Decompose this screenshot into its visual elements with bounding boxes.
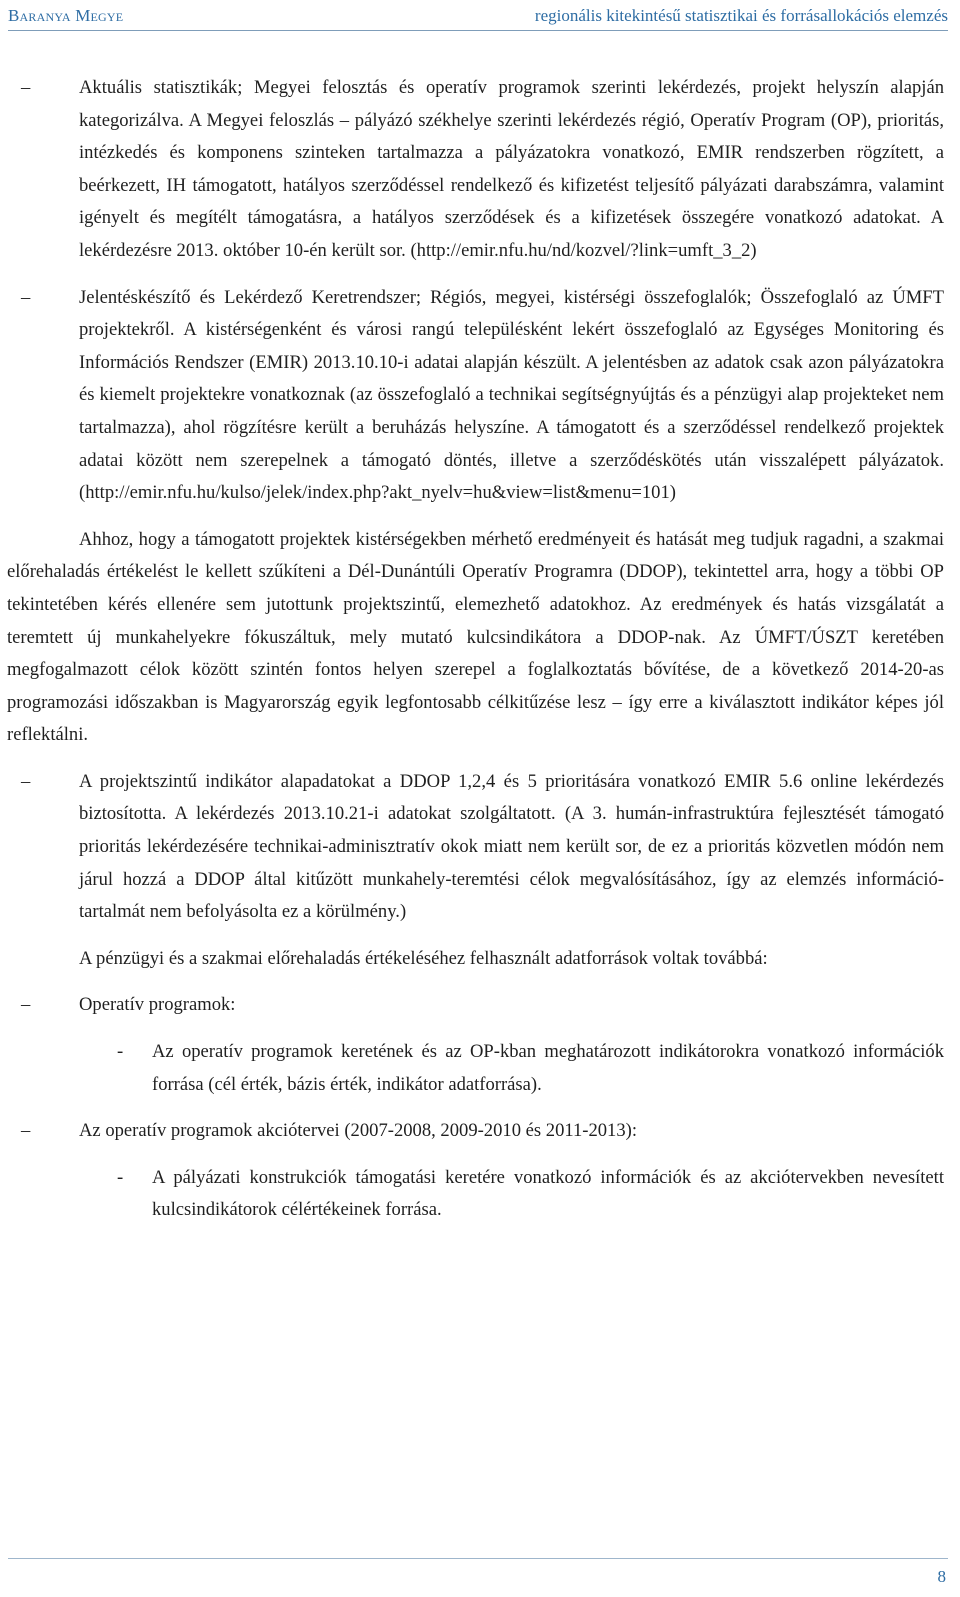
list-item xyxy=(7,72,944,268)
hyphen-marker: - xyxy=(117,1041,124,1063)
body-paragraph: Ahhoz, hogy a támogatott projektek kistérségekben mérhető eredményeit és hatását meg tudjuk ragadni, a szakmai előrehaladás értékelést le kellett szűkíteni a Dél-Dunántúli Operatív Programra (DDOP), tekintettel arra, hogy a többi OP tekintetében kérés ellenére sem jutottunk projektszintű, elemezhető adatokhoz. Az eredmények és hatás vizsgálatát a teremtett új munkahelyekre fókuszáltuk, mely mutató kulcsindikátora a DDOP-nak. Az ÚMFT/ÚSZT keretében megfogalmazott célok között szintén fontos helyen szerepel a foglalkoztatás bővítése, de a következő 2014-20-as programozási időszakban is Magyarország egyik legfontosabb célkitűzése lesz – így erre a kiválasztott indikátor képes jól reflektálni. xyxy=(7,528,944,746)
header-county: Baranya Megye xyxy=(8,6,124,25)
list-item xyxy=(7,1115,944,1148)
hyphen-marker: - xyxy=(117,1166,124,1188)
document-body xyxy=(7,72,944,1227)
page-number: 8 xyxy=(937,1567,946,1586)
list-item-text: Aktuális statisztikák; Megyei felosztás és operatív programok szerinti lekérdezés, projekt helyszín alapján kategorizálva. A Megyei feloszlás – pályázó székhelye szerinti lekérdezés régió, Operatív Program (OP), prioritás, intézkedés és komponens szinteken tartalmazza a pályázatokra vonatkozó, EMIR rendszerben rögzített, a beérkezett, IH támogatott, hatályos szerződéssel rendelkező és kifizetést teljesítő pályázati darabszámra, valamint igényelt és megítélt támogatásra, a hatályos szerződések és a kifizetések összegére vonatkozó adatokat. A lekérdezésre 2013. október 10-én került sor. (http://emir.nfu.hu/nd/kozvel/?link=umft_3_2) xyxy=(79,77,944,261)
page-header xyxy=(8,4,948,31)
list-item-text: Az operatív programok akciótervei (2007-2008, 2009-2010 és 2011-2013): xyxy=(79,1120,638,1142)
sub-list-item xyxy=(7,1036,944,1101)
header-title: regionális kitekintésű statisztikai és forrásallokációs elemzés xyxy=(534,6,948,25)
sub-list-item-text: Az operatív programok keretének és az OP-kban meghatározott indikátorokra vonatkozó információk forrása (cél érték, bázis érték, indikátor adatforrása). xyxy=(152,1041,944,1095)
body-paragraph: A pénzügyi és a szakmai előrehaladás értékeléséhez felhasznált adatforrások voltak továbbá: xyxy=(79,947,768,969)
list-item xyxy=(7,282,944,510)
list-item-text: A projektszintű indikátor alapadatokat a DDOP 1,2,4 és 5 prioritására vonatkozó EMIR 5.6 online lekérdezés biztosította. A lekérdezés 2013.10.21-i adatokat szolgáltatott. (A 3. humán-infrastruktúra fejlesztését támogató prioritás lekérdezésére technikai-adminisztratív okok miatt nem került sor, de ez a prioritás közvetlen módón nem járul hozzá a DDOP által kitűzött munkahely-teremtési célok megvalósításához, így az elemzés információ-tartalmát nem befolyásolta ez a körülmény.) xyxy=(79,770,944,923)
dash-marker: – xyxy=(21,770,31,792)
list-item-text: Jelentéskészítő és Lekérdező Keretrendszer; Régiós, megyei, kistérségi összefoglalók; Összefoglaló az ÚMFT projektekről. A kistérségenként és városi rangú településként lekért összefoglaló az Egységes Monitoring és Információs Rendszer (EMIR) 2013.10.10-i adatai alapján készült. A jelentésben az adatok csak azon pályázatokra és kiemelt projektekre vonatkoznak (az összefoglaló a technikai segítségnyújtás és a pénzügyi alap projekteket nem tartalmazza), ahol rögzítésre került a beruházás helyszíne. A támogatott és a szerződéssel rendelkező projektek adatai között nem szerepelnek a támogató döntés, illetve a szerződéskötés után visszalépett pályázatok. (http://emir.nfu.hu/kulso/jelek/index.php?akt_nyelv=hu&view=list&menu=101) xyxy=(79,286,944,504)
footer-rule xyxy=(8,1558,948,1561)
dash-marker: – xyxy=(21,994,31,1016)
list-item xyxy=(7,989,944,1022)
sub-list-item-text: A pályázati konstrukciók támogatási keretére vonatkozó információk és az akciótervekben nevesített kulcsindikátorok célértékeinek forrása. xyxy=(152,1166,944,1221)
dash-marker: – xyxy=(21,1120,31,1142)
dash-marker: – xyxy=(21,286,31,308)
list-item xyxy=(7,766,944,929)
sub-list-item xyxy=(7,1162,944,1227)
dash-marker: – xyxy=(21,77,31,98)
list-item-text: Operatív programok: xyxy=(79,994,236,1016)
